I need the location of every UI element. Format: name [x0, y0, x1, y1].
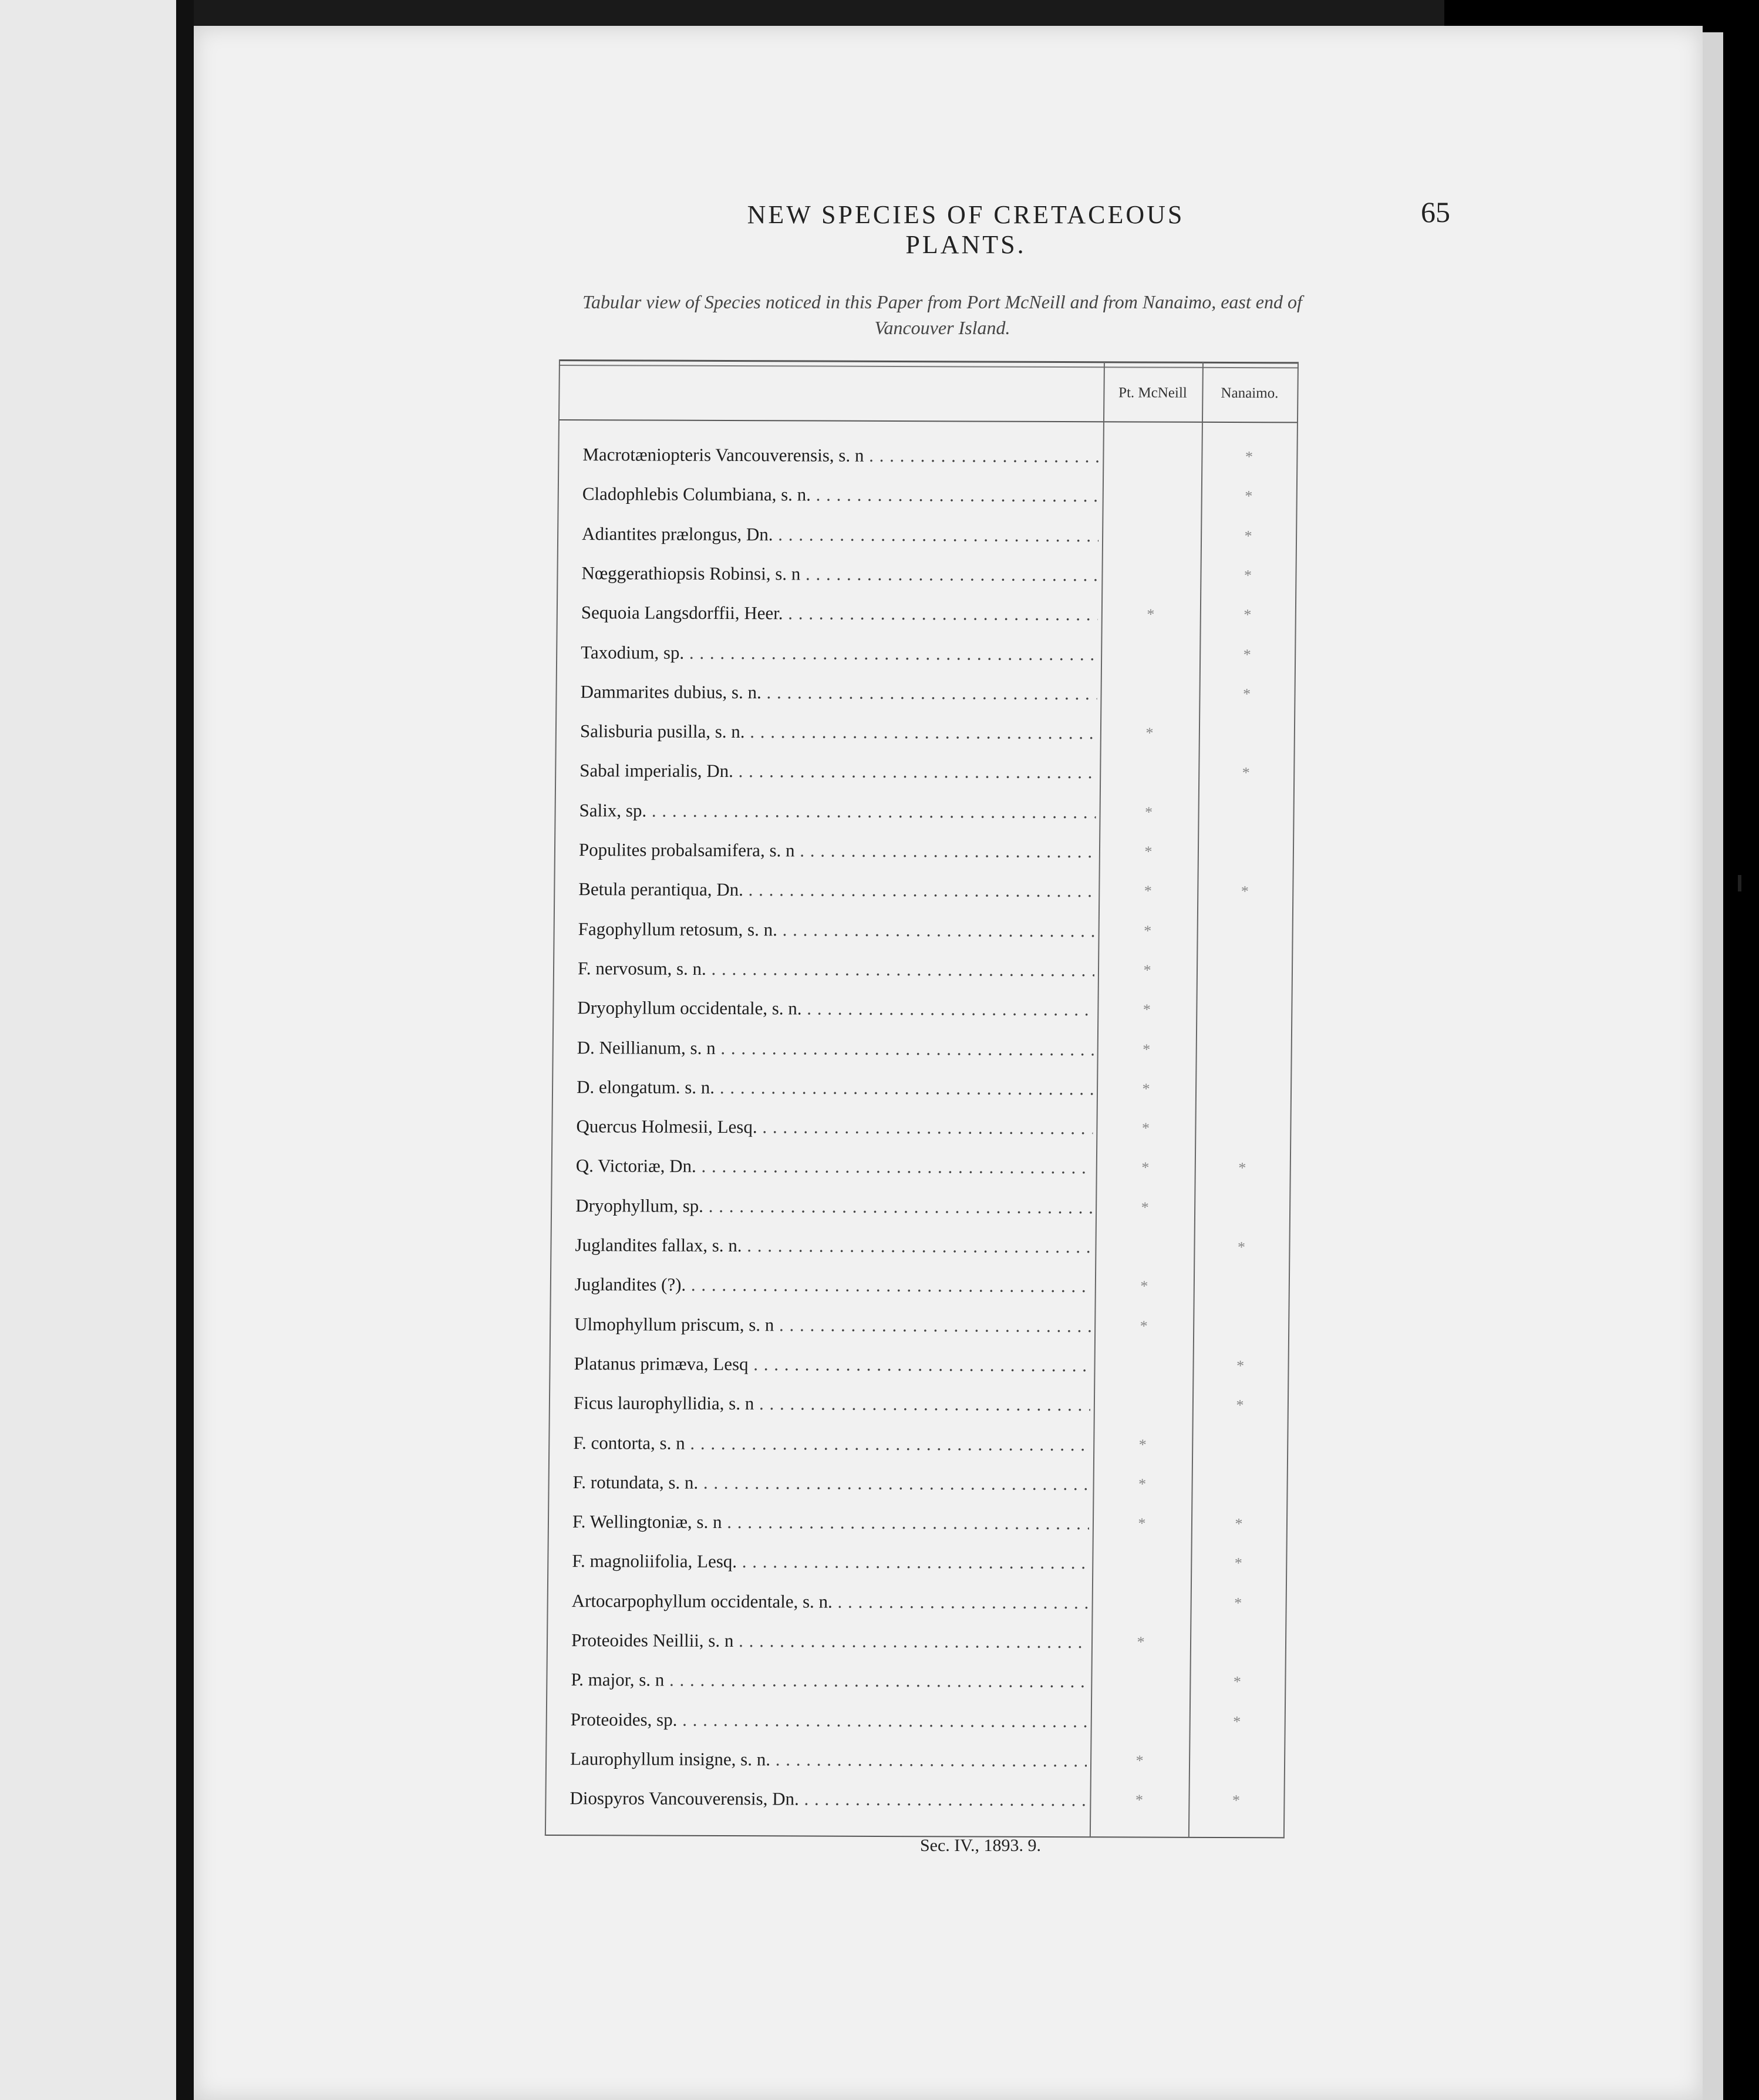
- mcneill-mark: *: [1144, 922, 1152, 940]
- table-row: [545, 1739, 1286, 1781]
- mcneill-mark: *: [1140, 1317, 1148, 1335]
- mcneill-mark: [1095, 1227, 1194, 1267]
- mcneill-mark: [1100, 753, 1199, 793]
- mcneill-mark: *: [1144, 882, 1152, 900]
- nanaimo-mark: *: [1234, 1554, 1242, 1572]
- table-row: [549, 1383, 1289, 1425]
- mcneill-mark: *: [1142, 1080, 1150, 1098]
- species-name: Populites probalsamifera, s. n . . .: [579, 830, 1096, 871]
- nanaimo-mark: *: [1238, 1159, 1246, 1177]
- species-name: Dammarites dubius, s. n. . . .: [580, 672, 1097, 713]
- table-row: [546, 1660, 1286, 1701]
- table-row: [552, 988, 1293, 1029]
- left-page-leaf: [0, 0, 187, 2100]
- mcneill-mark: [1102, 516, 1201, 556]
- table-row: [554, 830, 1295, 871]
- page-number: 65: [1421, 196, 1450, 228]
- mcneill-mark: [1090, 1701, 1189, 1741]
- nanaimo-mark: *: [1243, 645, 1251, 663]
- species-name: Juglandites fallax, s. n. . . .: [575, 1225, 1092, 1266]
- nanaimo-mark: *: [1235, 1515, 1243, 1533]
- nanaimo-mark: [1194, 1267, 1289, 1307]
- nanaimo-mark: *: [1241, 883, 1249, 900]
- mcneill-mark: [1094, 1385, 1193, 1425]
- book-binding: [176, 0, 194, 2100]
- nanaimo-mark: [1197, 951, 1292, 991]
- species-name: Macrotæniopteris Vancouverensis, s. n . . .: [582, 435, 1100, 476]
- nanaimo-mark: *: [1242, 685, 1251, 702]
- nanaimo-mark: [1189, 1741, 1285, 1781]
- species-name: Proteoides, sp. . . .: [570, 1699, 1087, 1741]
- table-row: [555, 751, 1295, 792]
- species-name: P. major, s. n . . .: [571, 1660, 1088, 1701]
- column-header-nanaimo: Nanaimo.: [1221, 385, 1279, 402]
- mcneill-mark: *: [1137, 1633, 1145, 1651]
- species-name: Betula perantiqua, Dn. . . .: [578, 869, 1096, 910]
- species-name: Salisburia pusilla, s. n. . . .: [580, 711, 1097, 752]
- table-row: [550, 1264, 1290, 1306]
- species-name: Q. Victoriæ, Dn. . . .: [575, 1146, 1093, 1187]
- table-row: [557, 553, 1297, 595]
- nanaimo-mark: *: [1234, 1594, 1242, 1611]
- species-name: D. Neillianum, s. n . . .: [577, 1028, 1094, 1069]
- running-head: NEW SPECIES OF CRETACEOUS PLANTS.: [747, 200, 1185, 259]
- table-row: [548, 1422, 1289, 1464]
- species-name: Platanus primæva, Lesq . . .: [574, 1344, 1091, 1385]
- table-row: [554, 790, 1295, 832]
- table-row: [549, 1344, 1289, 1385]
- mcneill-mark: *: [1141, 1199, 1149, 1216]
- species-name: F. rotundata, s. n. . . .: [572, 1462, 1090, 1503]
- species-name: Fagophyllum retosum, s. n. . . .: [578, 909, 1095, 950]
- table-row: [547, 1541, 1288, 1583]
- species-name: Laurophyllum insigne, s. n. . . .: [570, 1739, 1087, 1780]
- species-name: F. contorta, s. n . . .: [573, 1423, 1090, 1464]
- species-name: Sequoia Langsdorffii, Heer. . . .: [581, 593, 1098, 634]
- mcneill-mark: *: [1143, 1001, 1151, 1018]
- table-row: [555, 711, 1296, 753]
- nanaimo-mark: [1195, 1029, 1291, 1069]
- species-name: Cladophlebis Columbiana, s. n. . . .: [582, 474, 1099, 515]
- species-name: Salix, sp. . . .: [579, 790, 1096, 832]
- mcneill-mark: [1102, 476, 1201, 516]
- table-row: [551, 1186, 1291, 1227]
- table-row: [557, 474, 1298, 516]
- column-header-mcneill: Pt. McNeill: [1118, 385, 1187, 401]
- table-row: [555, 672, 1296, 714]
- nanaimo-mark: *: [1237, 1239, 1246, 1256]
- mcneill-mark: *: [1138, 1435, 1147, 1453]
- table-row: [550, 1225, 1290, 1267]
- mcneill-mark: *: [1143, 1041, 1151, 1058]
- table-row: [548, 1502, 1288, 1543]
- mcneill-mark: *: [1147, 605, 1155, 623]
- nanaimo-mark: [1191, 1465, 1287, 1505]
- species-name: F. nervosum, s. n. . . .: [578, 948, 1095, 990]
- mcneill-mark: [1091, 1583, 1191, 1623]
- signature-line: Sec. IV., 1893. 9.: [919, 1836, 1042, 1855]
- table-header-rule: [558, 419, 1298, 423]
- species-name: D. elongatum. s. n. . . .: [577, 1067, 1094, 1108]
- nanaimo-mark: *: [1236, 1396, 1244, 1414]
- mcneill-mark: *: [1141, 1119, 1150, 1137]
- nanaimo-mark: [1193, 1306, 1289, 1346]
- nanaimo-mark: [1194, 1188, 1290, 1228]
- table-row: [547, 1620, 1287, 1662]
- table-row: [552, 1027, 1292, 1069]
- edge-mark: [1738, 875, 1741, 891]
- mcneill-mark: *: [1144, 843, 1153, 860]
- nanaimo-mark: [1198, 793, 1293, 833]
- nanaimo-mark: [1195, 1069, 1291, 1109]
- table-row: [554, 869, 1294, 911]
- nanaimo-mark: [1197, 911, 1292, 951]
- nanaimo-mark: *: [1245, 487, 1253, 505]
- table-row: [545, 1778, 1285, 1820]
- species-name: Diospyros Vancouverensis, Dn. . . .: [570, 1778, 1087, 1819]
- table-row: [545, 1699, 1286, 1741]
- species-name: F. magnoliifolia, Lesq. . . .: [572, 1542, 1089, 1583]
- mcneill-mark: [1101, 634, 1200, 674]
- table-row: [552, 1067, 1292, 1109]
- nanaimo-mark: *: [1236, 1357, 1245, 1375]
- mcneill-mark: [1094, 1345, 1193, 1385]
- mcneill-mark: *: [1143, 961, 1151, 979]
- mcneill-mark: [1100, 674, 1199, 714]
- species-name: Nœggerathiopsis Robinsi, s. n . . .: [581, 553, 1098, 594]
- top-page-edge: [194, 0, 1444, 26]
- table-row: [553, 948, 1293, 990]
- nanaimo-mark: *: [1244, 566, 1252, 584]
- nanaimo-mark: *: [1244, 527, 1252, 544]
- mcneill-mark: [1101, 555, 1201, 595]
- right-page-edge: [1700, 32, 1723, 2100]
- nanaimo-mark: *: [1232, 1792, 1241, 1809]
- species-name: Quercus Holmesii, Lesq. . . .: [576, 1106, 1093, 1147]
- species-name: Sabal imperialis, Dn. . . .: [579, 751, 1097, 792]
- species-name: Juglandites (?). . . .: [575, 1264, 1092, 1305]
- mcneill-mark: *: [1140, 1277, 1148, 1295]
- species-name: Proteoides Neillii, s. n . . .: [571, 1620, 1089, 1661]
- table-row: [548, 1462, 1288, 1504]
- table-row: [558, 435, 1298, 476]
- mcneill-mark: [1091, 1662, 1190, 1702]
- table-row: [557, 514, 1298, 556]
- nanaimo-mark: [1196, 990, 1292, 1030]
- mcneill-mark: *: [1135, 1752, 1144, 1769]
- table-row: [553, 909, 1293, 951]
- table-row: [557, 593, 1297, 634]
- mcneill-mark: *: [1145, 724, 1154, 742]
- nanaimo-mark: [1190, 1623, 1286, 1662]
- mcneill-mark: [1103, 436, 1202, 476]
- nanaimo-mark: [1195, 1109, 1290, 1149]
- mcneill-mark: *: [1141, 1159, 1150, 1176]
- species-name: Dryophyllum occidentale, s. n. . . .: [577, 988, 1094, 1029]
- nanaimo-mark: *: [1233, 1673, 1242, 1691]
- mcneill-mark: *: [1144, 803, 1153, 821]
- nanaimo-mark: [1192, 1425, 1288, 1465]
- species-name: Ficus laurophyllidia, s. n . . .: [574, 1383, 1091, 1424]
- mcneill-mark: *: [1138, 1475, 1147, 1493]
- mcneill-mark: *: [1138, 1515, 1146, 1532]
- nanaimo-mark: [1199, 714, 1295, 753]
- species-name: Artocarpophyllum occidentale, s. n. . . .: [571, 1581, 1089, 1622]
- nanaimo-mark: *: [1244, 606, 1252, 624]
- species-name: Ulmophyllum priscum, s. n . . .: [574, 1304, 1091, 1345]
- nanaimo-mark: *: [1242, 764, 1250, 782]
- species-table: [545, 359, 1299, 1839]
- species-name: F. Wellingtoniæ, s. n . . .: [572, 1502, 1090, 1543]
- mcneill-mark: *: [1135, 1791, 1144, 1809]
- mcneill-mark: [1092, 1543, 1191, 1583]
- nanaimo-mark: *: [1233, 1712, 1241, 1730]
- binding-mark: [179, 123, 192, 147]
- species-name: Taxodium, sp. . . .: [581, 632, 1098, 674]
- table-top-rule: [559, 365, 1299, 368]
- table-row: [556, 632, 1296, 674]
- table-caption: Tabular view of Species noticed in this Paper from Port McNeill and from Nanaimo, east end of Vancouver Island.: [582, 291, 1302, 338]
- table-row: [547, 1581, 1287, 1623]
- table-row: [550, 1304, 1290, 1346]
- nanaimo-mark: *: [1245, 448, 1253, 466]
- species-name: Dryophyllum, sp. . . .: [575, 1186, 1093, 1227]
- table-row: [551, 1146, 1291, 1187]
- species-name: Adiantites prælongus, Dn. . . .: [582, 514, 1099, 555]
- table-row: [551, 1106, 1292, 1148]
- nanaimo-mark: [1198, 832, 1293, 872]
